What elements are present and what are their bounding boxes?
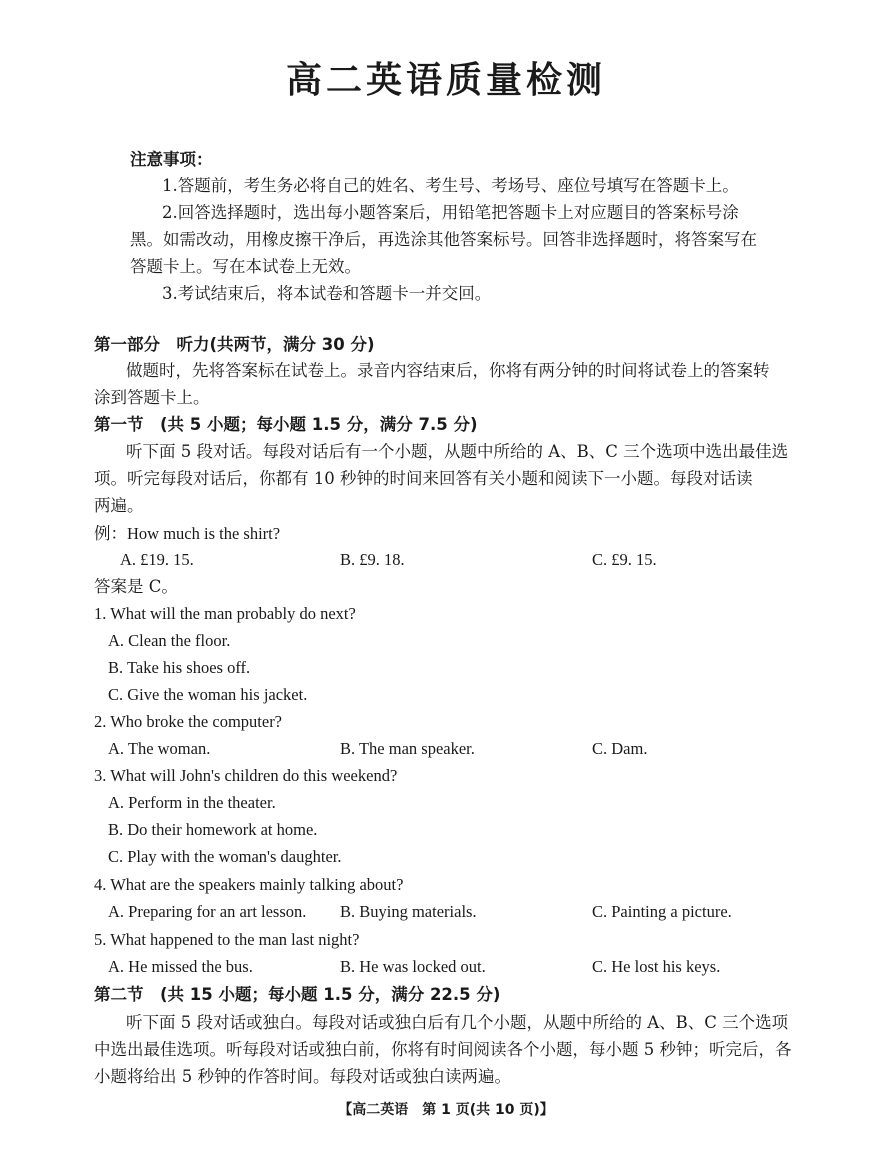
question-5-option-b: B. He was locked out. <box>340 957 486 976</box>
example-option-c: C. £9. 15. <box>592 550 657 569</box>
question-4-option-c: C. Painting a picture. <box>592 902 732 921</box>
question-4-option-b: B. Buying materials. <box>340 902 477 921</box>
section1-intro-line-3: 两遍。 <box>94 496 144 515</box>
question-3-option-a: A. Perform in the theater. <box>108 793 276 812</box>
example-option-b: B. £9. 18. <box>340 550 405 569</box>
notice-item-2-line-3: 答题卡上。写在本试卷上无效。 <box>130 257 361 276</box>
part1-heading: 第一部分 听力(共两节，满分 30 分) <box>94 335 375 354</box>
section1-intro-line-2: 项。听完每段对话后，你都有 10 秒钟的时间来回答有关小题和阅读下一小题。每段对话读 <box>94 469 753 488</box>
question-2-option-c: C. Dam. <box>592 739 648 758</box>
question-4: 4. What are the speakers mainly talking about? <box>94 875 404 894</box>
question-4-option-a: A. Preparing for an art lesson. <box>108 902 307 921</box>
notice-item-2-line-2: 黑。如需改动，用橡皮擦干净后，再选涂其他答案标号。回答非选择题时，将答案写在 <box>130 230 757 249</box>
notice-item-1: 1.答题前，考生务必将自己的姓名、考生号、考场号、座位号填写在答题卡上。 <box>162 176 739 195</box>
section2-intro-line-2: 中选出最佳选项。听每段对话或独白前，你将有时间阅读各个小题，每小题 5 秒钟；听完后，各 <box>94 1040 792 1059</box>
question-1-option-a: A. Clean the floor. <box>108 631 231 650</box>
question-3: 3. What will John's children do this weekend? <box>94 766 398 785</box>
example-answer: 答案是 C。 <box>94 577 178 596</box>
section2-intro-line-3: 小题将给出 5 秒钟的作答时间。每段对话或独白读两遍。 <box>94 1067 511 1086</box>
section2-heading: 第二节 (共 15 小题；每小题 1.5 分，满分 22.5 分) <box>94 985 501 1004</box>
question-2: 2. Who broke the computer? <box>94 712 283 731</box>
question-3-option-b: B. Do their homework at home. <box>108 820 318 839</box>
section2-intro-line-1: 听下面 5 段对话或独白。每段对话或独白后有几个小题，从题中所给的 A、B、C 三个选项 <box>126 1013 789 1032</box>
page-footer: 【高二英语 第 1 页(共 10 页)】 <box>338 1102 554 1118</box>
section1-intro-line-1: 听下面 5 段对话。每段对话后有一个小题，从题中所给的 A、B、C 三个选项中选出最佳选 <box>126 442 789 461</box>
question-2-option-a: A. The woman. <box>108 739 211 758</box>
question-5: 5. What happened to the man last night? <box>94 930 360 949</box>
question-1-option-c: C. Give the woman his jacket. <box>108 685 308 704</box>
example-question: 例：How much is the shirt? <box>94 524 281 543</box>
question-5-option-c: C. He lost his keys. <box>592 957 721 976</box>
question-5-option-a: A. He missed the bus. <box>108 957 253 976</box>
question-1: 1. What will the man probably do next? <box>94 604 356 623</box>
notice-item-2-line-1: 2.回答选择题时，选出每小题答案后，用铅笔把答题卡上对应题目的答案标号涂 <box>162 203 739 222</box>
question-1-option-b: B. Take his shoes off. <box>108 658 251 677</box>
example-option-a: A. £19. 15. <box>120 550 194 569</box>
question-3-option-c: C. Play with the woman's daughter. <box>108 847 342 866</box>
notice-heading: 注意事项： <box>130 150 213 169</box>
page-title: 高二英语质量检测 <box>285 60 606 101</box>
part1-intro-line-2: 涂到答题卡上。 <box>94 388 210 407</box>
question-2-option-b: B. The man speaker. <box>340 739 475 758</box>
section1-heading: 第一节 (共 5 小题；每小题 1.5 分，满分 7.5 分) <box>94 415 478 434</box>
part1-intro-line-1: 做题时，先将答案标在试卷上。录音内容结束后，你将有两分钟的时间将试卷上的答案转 <box>126 361 770 380</box>
notice-item-3: 3.考试结束后，将本试卷和答题卡一并交回。 <box>162 284 492 303</box>
